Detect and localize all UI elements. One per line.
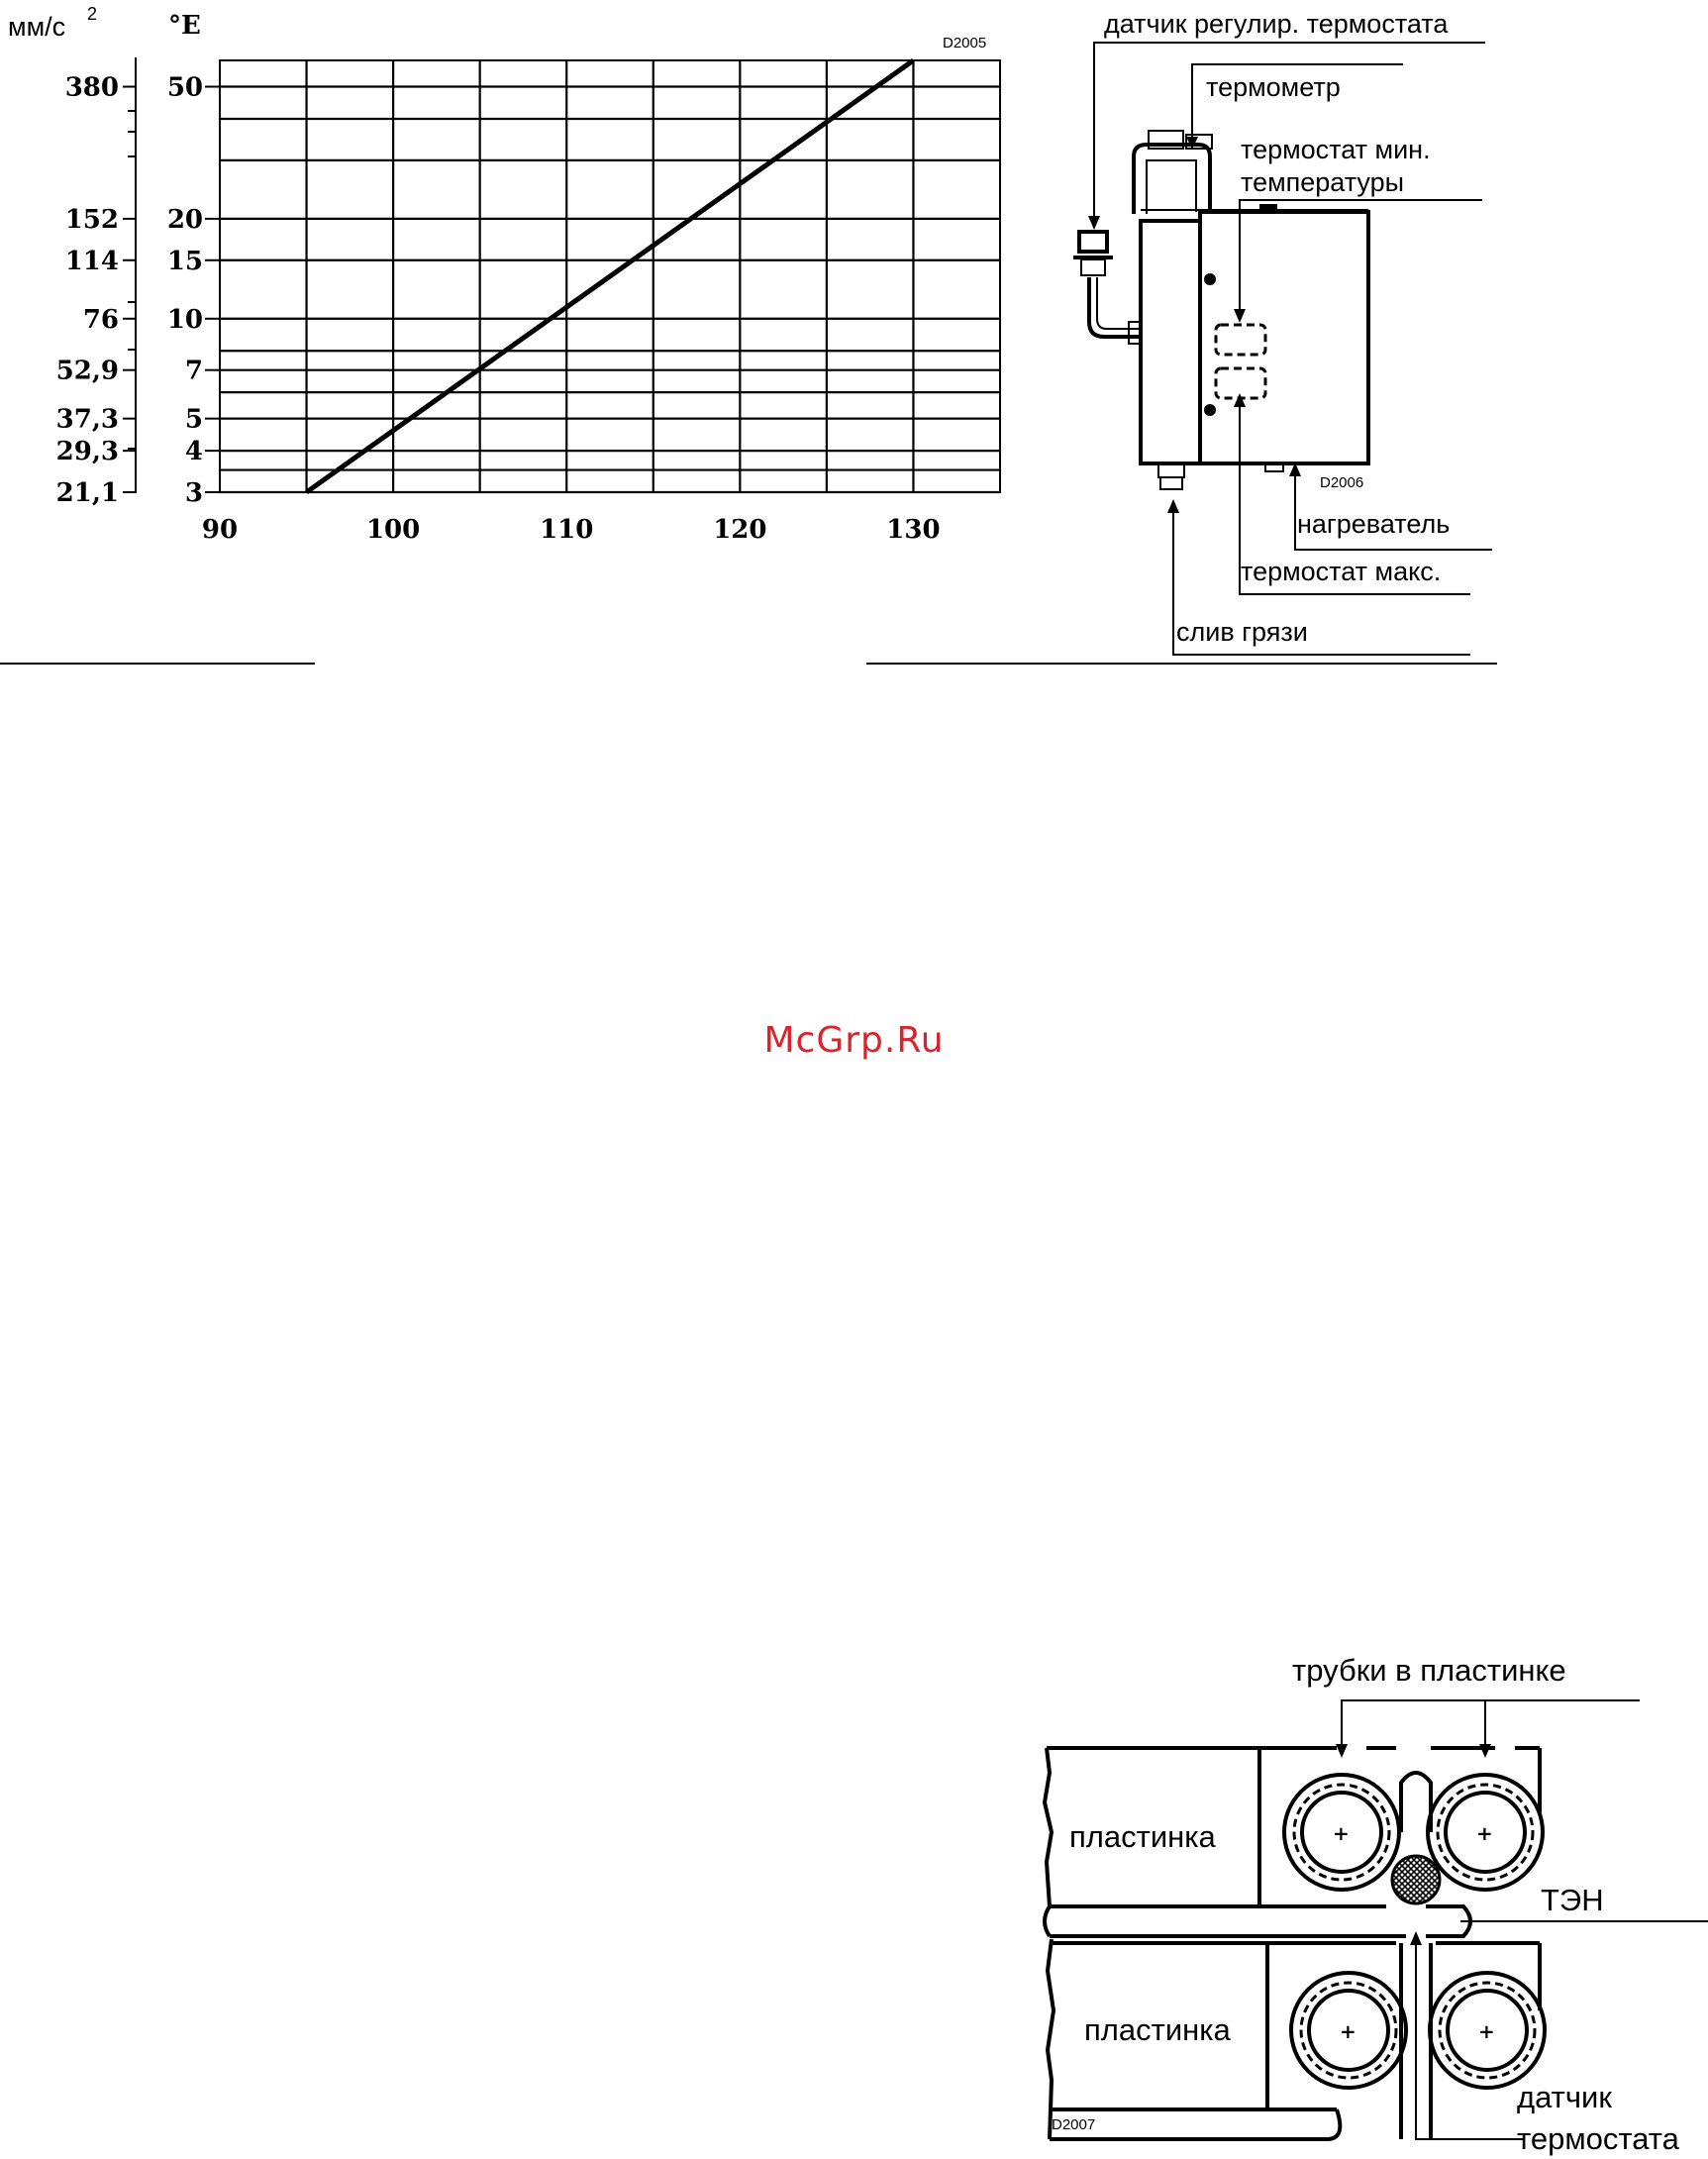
- label-ten: ТЭН: [1541, 1883, 1604, 1917]
- x-tick-label: 120: [713, 515, 767, 545]
- label-tubes: трубки в пластинке: [1292, 1653, 1566, 1688]
- chart-series: [307, 60, 914, 492]
- right-tick-label: 4: [184, 437, 203, 467]
- left-tick-label: 380: [64, 72, 119, 103]
- chart-code: D2005: [943, 35, 987, 51]
- upper-channel: [1401, 1773, 1431, 1832]
- thermostat-min: [1216, 325, 1265, 355]
- right-tick-label: 5: [184, 404, 203, 435]
- drain-fitting: [1158, 463, 1184, 477]
- right-tick-label: 3: [184, 478, 203, 508]
- left-tick-label: 76: [82, 304, 119, 335]
- label-thermometer: термометр: [1206, 72, 1341, 102]
- series-line: [307, 60, 914, 492]
- left-tick-label: 29,3: [55, 437, 119, 467]
- right-tick-label: 50: [166, 72, 203, 103]
- right-tick-label: 10: [166, 304, 203, 335]
- label-plate-bottom: пластинка: [1084, 2012, 1231, 2047]
- unit-column: [1141, 221, 1200, 463]
- right-tick-label: 15: [166, 246, 203, 276]
- tube-bottom-right: [1430, 1973, 1545, 2088]
- left-axis-unit: мм/с: [8, 12, 66, 42]
- svg-text:+: +: [1340, 2019, 1356, 2043]
- right-tick-label: 7: [184, 356, 203, 386]
- left-tick-label: 21,1: [55, 478, 119, 508]
- label-tmin-1: термостат мин.: [1241, 135, 1431, 164]
- ten-element: [1392, 1856, 1440, 1903]
- right-ticks: [167, 73, 220, 508]
- tube-bottom-left: [1291, 1973, 1406, 2088]
- label-drain: слив грязи: [1176, 617, 1308, 647]
- svg-text:+: +: [1333, 1821, 1350, 1845]
- x-tick-label: 130: [886, 515, 941, 545]
- left-tick-label: 114: [64, 246, 119, 276]
- unit-housing: [1200, 212, 1368, 463]
- left-tick-label: 52,9: [55, 356, 119, 386]
- thermostat-max: [1216, 368, 1265, 398]
- left-ticks: [56, 73, 136, 508]
- left-tick-label: 37,3: [55, 404, 119, 435]
- sensor-body: [1079, 232, 1107, 252]
- x-tick-label: 90: [201, 515, 239, 545]
- left-axis-minor-ticks: [128, 111, 136, 449]
- svg-text:+: +: [1478, 2019, 1495, 2043]
- label-sensor: датчик регулир. термостата: [1104, 9, 1449, 39]
- top-pipe: [1134, 145, 1210, 214]
- heater-unit-diagram: [1073, 9, 1492, 655]
- label-sensor-1: датчик: [1517, 2080, 1612, 2114]
- watermark: McGrp.Ru: [763, 1020, 945, 1061]
- label-tmax: термостат макс.: [1241, 557, 1442, 586]
- right-tick-label: 20: [166, 204, 203, 235]
- left-tick-label: 152: [64, 204, 119, 235]
- section-code: D2007: [1052, 2116, 1096, 2133]
- x-ticks: [202, 515, 941, 545]
- x-tick-label: 100: [365, 515, 421, 545]
- tube-top-right: [1428, 1775, 1543, 1890]
- label-heater: нагреватель: [1297, 509, 1451, 539]
- diagram-code: D2006: [1320, 474, 1364, 491]
- right-axis-unit: °E: [168, 11, 201, 41]
- label-sensor-2: термостата: [1517, 2121, 1679, 2156]
- label-tmin-2: температуры: [1241, 167, 1405, 197]
- x-tick-label: 110: [540, 515, 594, 545]
- plate-section-diagram: [1045, 1653, 1708, 2156]
- tube-top-left: [1284, 1775, 1399, 1890]
- left-axis-unit-sup: 2: [87, 4, 98, 24]
- label-plate-top: пластинка: [1069, 1819, 1216, 1854]
- svg-text:+: +: [1476, 1821, 1493, 1845]
